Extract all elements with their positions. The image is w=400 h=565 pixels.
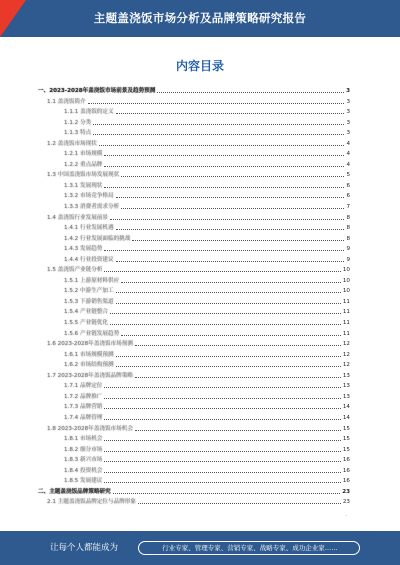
toc-entry[interactable]: [38, 476, 350, 487]
toc-leader-dots: [116, 107, 345, 114]
toc-entry-title: 1.6.1 市场规模预测: [64, 351, 114, 358]
toc-entry[interactable]: [38, 160, 350, 171]
toc-leader-dots: [93, 118, 344, 125]
toc-leader-dots: [104, 181, 344, 188]
toc-entry[interactable]: [38, 223, 350, 234]
toc-entry-title: 1.6.2 市场结构预测: [64, 362, 114, 369]
document-title: 主题盖浇饭市场分析及品牌策略研究报告: [93, 11, 307, 25]
toc-entry-page: 23: [342, 499, 350, 506]
toc-entry[interactable]: [38, 118, 350, 129]
toc-entry-page: 15: [342, 446, 350, 453]
toc-entry-page: 4: [346, 161, 350, 168]
toc-leader-dots: [116, 223, 345, 230]
toc-entry[interactable]: [38, 202, 350, 213]
toc-leader-dots: [116, 191, 345, 198]
toc-heading: 内容目录: [175, 59, 224, 73]
toc-entry[interactable]: [38, 497, 350, 508]
toc-entry-page: 6: [346, 193, 350, 200]
toc-entry-page: 11: [342, 309, 350, 316]
toc-leader-dots: [116, 255, 345, 262]
toc-leader-dots: [104, 402, 340, 409]
toc-leader-dots: [135, 424, 341, 431]
toc-entry-title: 2.1 主题盖浇饭品牌定位与品牌形象: [47, 499, 136, 506]
footer-expert-pill: [138, 541, 360, 555]
toc-entry-title: 1.5.6 产业链发展趋势: [64, 330, 120, 337]
toc-entry-title: 1.1.3 特点: [64, 130, 92, 137]
toc-leader-dots: [104, 445, 340, 452]
toc-leader-dots: [113, 487, 340, 494]
toc-entry-page: 11: [342, 298, 350, 305]
toc-leader-dots: [99, 139, 345, 146]
toc-entry[interactable]: [38, 86, 350, 97]
toc-leader-dots: [104, 392, 340, 399]
toc-entry[interactable]: [38, 139, 350, 150]
toc-entry-title: 1.4 盖浇饭行业发展前景: [47, 214, 109, 221]
toc-entry-title: 1.8.3 新兴市场: [64, 457, 103, 464]
toc-entry[interactable]: [38, 381, 350, 392]
toc-entry-title: 1.7.2 品牌推广: [64, 393, 103, 400]
toc-entry-title: 1.4.3 发展趋势: [64, 246, 103, 253]
toc-leader-dots: [104, 265, 340, 272]
footer-slogan: 让每个人都能成为: [50, 543, 119, 553]
toc-entry[interactable]: [38, 318, 350, 329]
toc-entry-title: 1.6 2023-2028年盖浇饭市场预测: [47, 341, 133, 348]
toc-leader-dots: [116, 360, 341, 367]
toc-entry[interactable]: [38, 213, 350, 224]
toc-entry-title: 1.8.4 投资机会: [64, 467, 103, 474]
toc-entry-page: 10: [342, 288, 350, 295]
toc-entry[interactable]: [38, 276, 350, 287]
toc-leader-dots: [104, 149, 344, 156]
toc-entry-page: 3: [346, 130, 350, 137]
toc-leader-dots: [104, 160, 344, 167]
toc-entry[interactable]: [38, 360, 350, 371]
toc-entry[interactable]: [38, 487, 350, 498]
toc-leader-dots: [110, 318, 341, 325]
toc-entry-page: 3: [346, 119, 350, 126]
toc-entry[interactable]: [38, 107, 350, 118]
toc-entry-title: 1.8.5 发展建议: [64, 478, 103, 485]
toc-entry[interactable]: [38, 170, 350, 181]
toc-entry[interactable]: [38, 97, 350, 108]
toc-entry-page: 5: [346, 172, 350, 179]
toc-leader-dots: [135, 339, 341, 346]
footer-band: [0, 531, 400, 565]
page-marker: ·: [346, 513, 348, 519]
toc-entry[interactable]: [38, 191, 350, 202]
toc-entry[interactable]: [38, 402, 350, 413]
toc-entry-page: 12: [342, 351, 350, 358]
toc-entry-page: 15: [342, 436, 350, 443]
toc-entry-page: 16: [342, 478, 350, 485]
toc-entry-page: 13: [342, 383, 350, 390]
toc-leader-dots: [104, 381, 340, 388]
toc-entry[interactable]: [38, 128, 350, 139]
toc-entry-page: 3: [346, 98, 350, 105]
toc-entry[interactable]: [38, 244, 350, 255]
toc-entry[interactable]: [38, 466, 350, 477]
toc-entry-page: 8: [346, 214, 350, 221]
toc-entry-title: 1.2.1 市场规模: [64, 151, 103, 158]
toc-leader-dots: [110, 307, 341, 314]
toc-entry-page: 12: [342, 362, 350, 369]
toc-entry[interactable]: [38, 413, 350, 424]
toc-entry-title: 1.5.2 中游生产加工: [64, 288, 114, 295]
toc-entry[interactable]: [38, 329, 350, 340]
toc-entry[interactable]: [38, 350, 350, 361]
toc-entry-page: 13: [342, 372, 350, 379]
footer-expert-text: 行业专家、管理专家、营销专家、战略专家、成功企业家……: [162, 544, 338, 552]
toc-entry-page: 16: [342, 457, 350, 464]
toc-entry[interactable]: [38, 255, 350, 266]
toc-entry[interactable]: [38, 234, 350, 245]
toc-entry-title: 1.7.3 品牌营销: [64, 404, 103, 411]
toc-entry[interactable]: [38, 181, 350, 192]
toc-entry[interactable]: [38, 307, 350, 318]
toc-leader-dots: [121, 276, 341, 283]
toc-entry-page: 14: [342, 414, 350, 421]
toc-entry-title: 1.5.4 产业链整合: [64, 309, 108, 316]
toc-leader-dots: [132, 234, 344, 241]
toc-leader-dots: [121, 202, 344, 209]
toc-entry[interactable]: [38, 434, 350, 445]
toc-entry-title: 1.3.2 市场竞争格局: [64, 193, 114, 200]
toc-leader-dots: [104, 244, 344, 251]
toc-leader-dots: [104, 476, 340, 483]
toc-entry-title: 1.5 盖浇饭产业链分析: [47, 267, 103, 274]
toc-entry-title: 1.4.1 行业发展机遇: [64, 225, 114, 232]
toc-entry-title: 1.4.2 行业发展面临的挑战: [64, 235, 131, 242]
toc-entry-title: 1.2.2 重点品牌: [64, 161, 103, 168]
toc-entry-title: 1.8 2023-2028年盖浇饭市场机会: [47, 425, 133, 432]
toc-leader-dots: [116, 286, 341, 293]
toc-leader-dots: [116, 350, 341, 357]
toc-entry-title: 1.7.1 品牌定位: [64, 383, 103, 390]
toc-entry-title: 1.4.4 行业投资建议: [64, 256, 114, 263]
toc-entry-page: 23: [342, 488, 350, 495]
toc-entry[interactable]: [38, 149, 350, 160]
toc-leader-dots: [135, 371, 341, 378]
toc-entry-title: 1.1 盖浇饭简介: [47, 98, 86, 105]
toc-entry-page: 9: [346, 256, 350, 263]
toc-leader-dots: [104, 466, 340, 473]
toc-entry-title: 1.7.4 品牌管理: [64, 414, 103, 421]
toc-entry-title: 1.3 中国盖浇饭市场发展现状: [47, 172, 120, 179]
toc-entry[interactable]: [38, 455, 350, 466]
toc-leader-dots: [110, 213, 344, 220]
toc-entry-page: 14: [342, 404, 350, 411]
toc-entry-page: 4: [346, 151, 350, 158]
toc-entry-title: 1.1.1 盖浇饭的定义: [64, 109, 114, 116]
toc-entry[interactable]: [38, 371, 350, 382]
toc-leader-dots: [104, 455, 340, 462]
toc-entry[interactable]: [38, 265, 350, 276]
toc-leader-dots: [157, 86, 344, 93]
toc-leader-dots: [121, 329, 341, 336]
toc-entry-title: 1.8.2 细分市场: [64, 446, 103, 453]
toc-leader-dots: [104, 413, 340, 420]
toc-entry-page: 15: [342, 425, 350, 432]
toc-entry-page: 8: [346, 235, 350, 242]
toc-entry-title: 1.5.3 下游销售渠道: [64, 298, 114, 305]
toc-entry-page: 13: [342, 393, 350, 400]
toc-leader-dots: [116, 297, 341, 304]
toc-entry-page: 8: [346, 225, 350, 232]
toc-entry-title: 1.3.1 发展现状: [64, 182, 103, 189]
toc-entry-title: 二、主题盖浇饭品牌策略研究: [38, 488, 111, 495]
toc-entry-title: 1.7 2023-2028年盖浇饭品牌策略: [47, 372, 133, 379]
toc-leader-dots: [121, 170, 344, 177]
table-of-contents: [38, 86, 350, 508]
toc-entry-page: 3: [346, 88, 350, 94]
toc-entry-title: 1.5.5 产业链优化: [64, 320, 108, 327]
toc-entry[interactable]: [38, 339, 350, 350]
toc-entry[interactable]: [38, 445, 350, 456]
toc-entry-title: 一、2023-2028年盖浇饭市场前景及趋势预测: [38, 88, 156, 94]
toc-entry[interactable]: [38, 424, 350, 435]
toc-entry-page: 7: [346, 204, 350, 211]
toc-entry-title: 1.1.2 分类: [64, 119, 92, 126]
toc-entry-page: 4: [346, 140, 350, 147]
toc-entry-page: 11: [342, 330, 350, 337]
toc-leader-dots: [104, 434, 340, 441]
toc-entry-page: 10: [342, 277, 350, 284]
toc-leader-dots: [93, 128, 344, 135]
toc-entry-title: 1.3.3 消费者需求分析: [64, 204, 120, 211]
toc-entry[interactable]: [38, 286, 350, 297]
toc-entry-page: 6: [346, 182, 350, 189]
toc-entry-page: 11: [342, 320, 350, 327]
toc-entry-page: 10: [342, 267, 350, 274]
toc-entry-page: 12: [342, 341, 350, 348]
toc-entry-title: 1.8.1 市场机会: [64, 436, 103, 443]
toc-entry-title: 1.2 盖浇饭市场现状: [47, 140, 97, 147]
toc-entry-page: 9: [346, 246, 350, 253]
toc-leader-dots: [138, 497, 341, 504]
toc-entry-title: 1.5.1 上游原材料供应: [64, 277, 120, 284]
toc-leader-dots: [88, 97, 345, 104]
toc-entry-page: 3: [346, 109, 350, 116]
toc-entry-page: 16: [342, 467, 350, 474]
toc-entry[interactable]: [38, 392, 350, 403]
toc-entry[interactable]: [38, 297, 350, 308]
